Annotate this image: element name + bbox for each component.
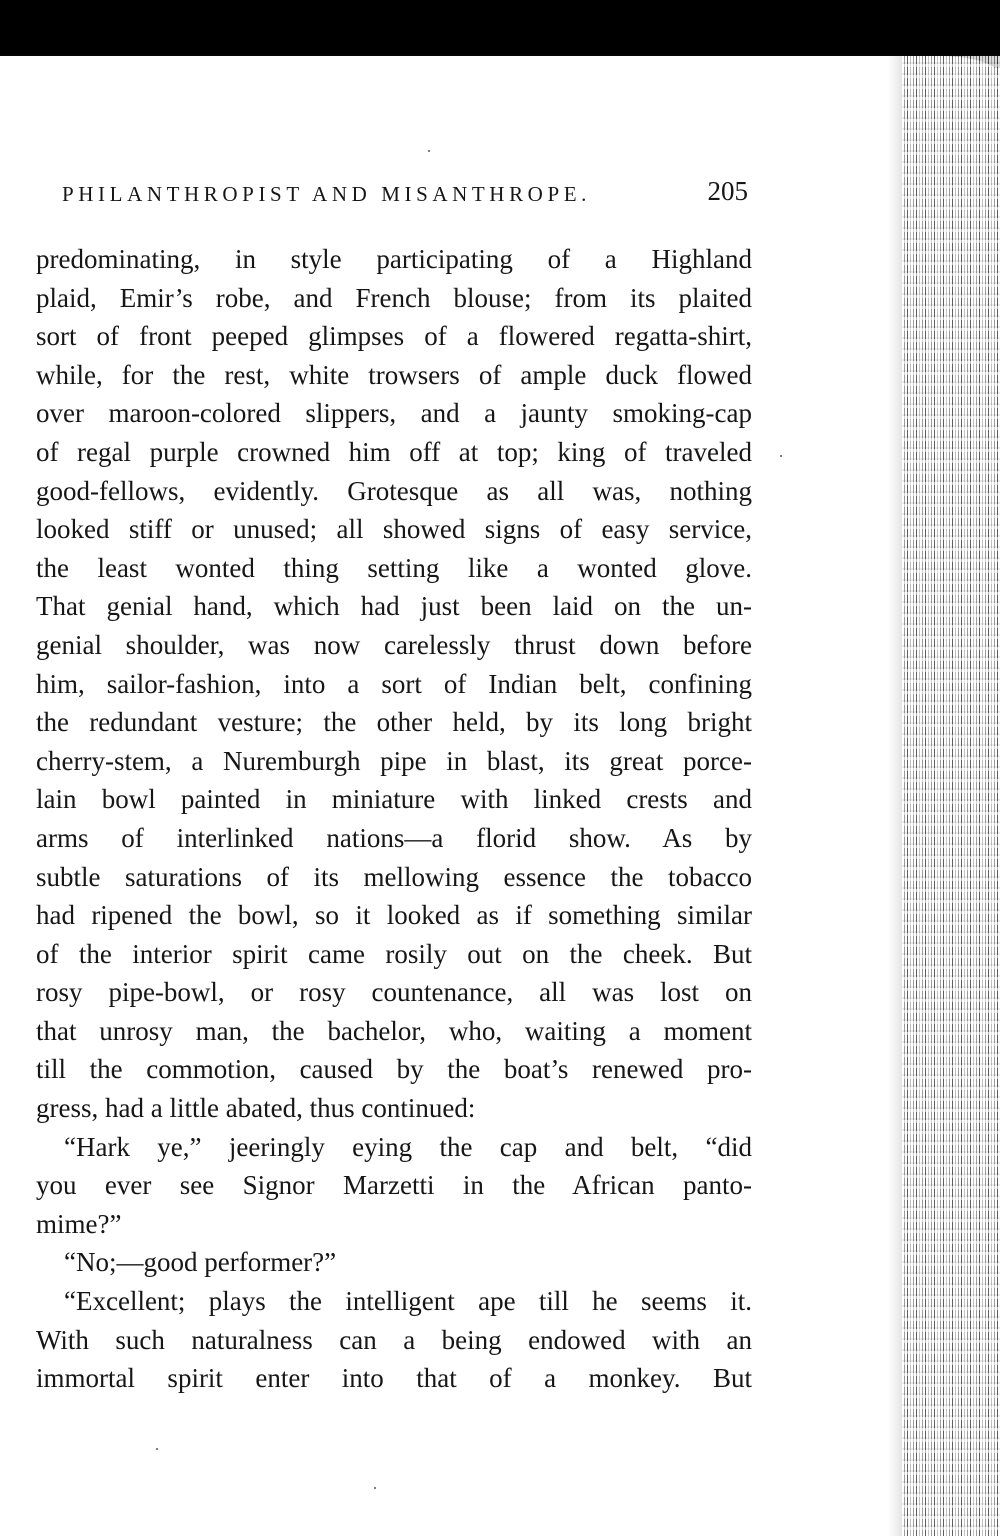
text-line: sort of front peeped glimpses of a flowered regatta-shirt, [36,321,752,352]
text-line: till the commotion, caused by the boat’s renewed pro- [36,1054,752,1085]
text-line: of the interior spirit came rosily out on the cheek. But [36,938,752,969]
running-head [62,176,748,212]
text-line: “No;—good performer?” [64,1247,337,1278]
text-line: immortal spirit enter into that of a monkey. But [36,1363,752,1394]
text-line: genial shoulder, was now carelessly thrust down before [36,629,752,660]
text-line: looked stiff or unused; all showed signs of easy service, [36,514,752,545]
text-line: the redundant vesture; the other held, by its long bright [36,707,752,738]
text-line: while, for the rest, white trowsers of ample duck flowed [36,359,752,390]
text-line: had ripened the bowl, so it looked as if something similar [36,900,752,931]
scan-speck [374,1487,376,1489]
text-line: over maroon-colored slippers, and a jaunty smoking-cap [36,398,752,429]
spine-shadow [888,56,902,1536]
text-line: predominating, in style participating of a Highland [36,244,752,274]
text-line: rosy pipe-bowl, or rosy countenance, all was lost on [36,977,752,1008]
text-line: the least wonted thing setting like a wonted glove. [36,552,752,583]
text-line: mime?” [36,1208,122,1239]
text-line: “Excellent; plays the intelligent ape till he seems it. [64,1286,752,1317]
page-number: 205 [707,176,748,206]
text-line: cherry-stem, a Nuremburgh pipe in blast, its great porce- [36,745,752,776]
scan-speck [780,455,782,457]
running-title: PHILANTHROPIST AND MISANTHROPE. [62,182,591,206]
text-line: That genial hand, which had just been laid on the un- [36,591,752,622]
text-line: plaid, Emir’s robe, and French blouse; from its plaited [36,282,752,313]
text-line: With such naturalness can a being endowed with an [36,1324,752,1355]
text-line: gress, had a little abated, thus continued: [36,1093,476,1124]
text-line: him, sailor-fashion, into a sort of Indian belt, confining [36,668,752,699]
text-line: of regal purple crowned him off at top; king of traveled [36,436,752,467]
text-line: lain bowl painted in miniature with linked crests and [36,784,752,815]
text-line: that unrosy man, the bachelor, who, waiting a moment [36,1015,752,1046]
text-line: “Hark ye,” jeeringly eying the cap and belt, “did [64,1131,752,1162]
text-line: arms of interlinked nations—a florid show. As by [36,822,752,853]
book-spine-edge [902,56,1000,1536]
text-line: subtle saturations of its mellowing essence the tobacco [36,861,752,892]
scan-speck [428,150,430,152]
text-line: you ever see Signor Marzetti in the African panto- [36,1170,752,1201]
page-top-edge [0,56,1000,82]
body-text [36,240,752,1398]
text-line: good-fellows, evidently. Grotesque as all was, nothing [36,475,752,506]
scan-speck [156,1448,158,1450]
